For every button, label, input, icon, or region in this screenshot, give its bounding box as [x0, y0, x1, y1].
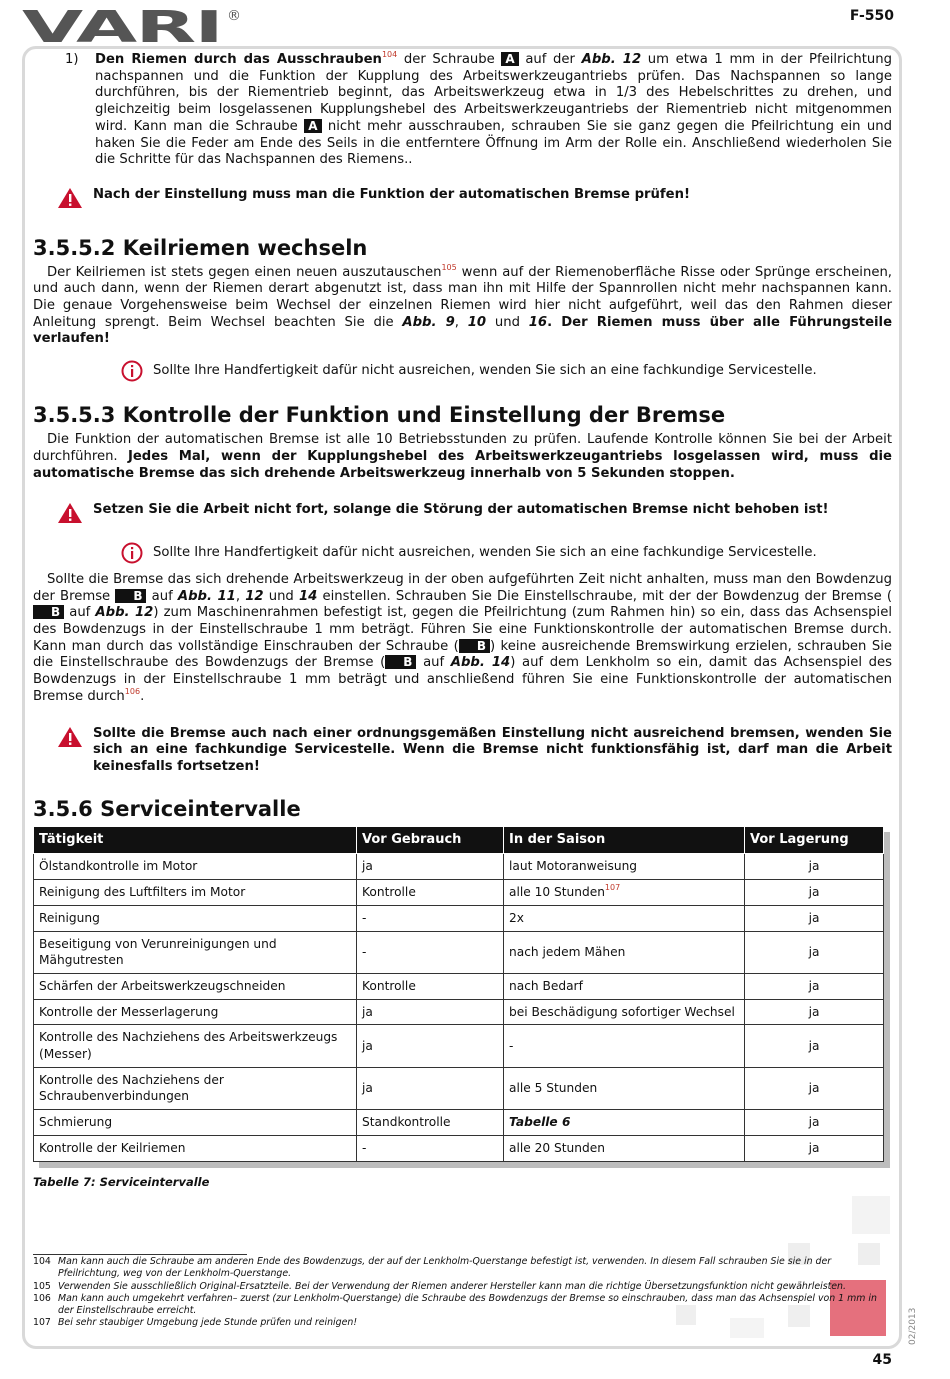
- page-number: 45: [872, 1352, 892, 1368]
- info-1: Sollte Ihre Handfertigkeit dafür nicht ausreichen, wenden Sie sich an eine fachkundige Servicestelle.: [33, 360, 892, 382]
- table-row: Kontrolle des Nachziehens des Arbeitswerkzeugs (Messer) ja - ja: [34, 1025, 884, 1067]
- table-row: Reinigung des Luftfilters im Motor Kontrolle alle 10 Stunden$^{107}$ ja: [34, 880, 884, 906]
- section-3-5-6-title: 3.5.6 Serviceintervalle: [33, 796, 301, 821]
- warning-3: Sollte die Bremse auch nach einer ordnungsgemäßen Einstellung nicht ausreichend bremsen, wenden Sie sich an eine fachkundige Servicestelle. Wenn die Bremse nicht funktionsfähig ist, darf man die Arbeit keinesfalls fortsetzen!: [33, 726, 892, 776]
- table-row: Beseitigung von Verunreinigungen und Mähgutresten - nach jedem Mähen ja: [34, 931, 884, 973]
- content: [33, 52, 892, 1190]
- table-header-row: [34, 826, 884, 854]
- warning-2: Setzen Sie die Arbeit nicht fort, solange die Störung der automatischen Bremse nicht behoben ist!: [33, 502, 892, 530]
- key-a: A: [304, 119, 321, 133]
- section-3-5-5-2-title: 3.5.5.2 Keilriemen wechseln: [33, 235, 368, 260]
- table-caption: Tabelle 7: Serviceintervalle: [33, 1174, 210, 1189]
- warning-icon: [57, 187, 83, 209]
- svg-text:VARI: VARI: [22, 6, 222, 46]
- key-b: B: [459, 639, 490, 653]
- table-row: Schärfen der Arbeitswerkzeugschneiden Kontrolle nach Bedarf ja: [34, 973, 884, 999]
- step-1: 1) Den Riemen durch das Ausschrauben$^{104}$ der Schraube A auf der Abb. 12 um etwa 1 mm in der Pfeilrichtung nachspannen und die Funktion der Kupplung des Arbeitswerkzeugantriebs prüfen. Das Nachspannen so lange durchführen, bis der Riementrieb beginnt, das Arbeitswerkzeug etwa in 1/3 des Hebelschrittes zu drehen, und gleichzeitig beim losgelassenen Kupplungshebel des Arbeitswerkzeugantriebs der Riementrieb nicht mitgenommen wird. Kann man die Schraube A nicht mehr ausschrauben, schrauben Sie sie ganz gegen die Pfeilrichtung ein und haken Sie die Feder am Ende des Seils in die entferntere Öffnung im Arm der Rolle ein. Anschließend wiederholen Sie die Schritte für das Nachspannen des Riemens..: [65, 50, 892, 168]
- info-icon: [121, 542, 143, 564]
- vari-logo: [22, 6, 242, 46]
- table-row: Ölstandkontrolle im Motor ja laut Motoranweisung ja: [34, 854, 884, 880]
- warning-icon: [57, 726, 83, 748]
- table-row: Reinigung - 2x ja: [34, 905, 884, 931]
- warning-icon: [57, 502, 83, 524]
- footnote: 105 Verwenden Sie ausschließlich Original-Ersatzteile. Bei der Verwendung der Riemen anderer Hersteller kann man die richtige Übersetzungsfunktion nicht gewährleisten.: [33, 1280, 846, 1292]
- model-label: F-550: [849, 8, 894, 24]
- section-3-5-5-2-text: Der Keilriemen ist stets gegen einen neuen auszutauschen$^{105}$ wenn auf der Riemenoberfläche Risse oder Sprünge erscheinen, und auch dann, wenn der Riemen derart abgenutzt ist, dass man ihn mit Hilfe der Spannrollen nicht mehr nachspannen kann. Die genaue Vorgehensweise beim Wechsel der einzelnen Riemen wird hier nicht aufgeführt, weil das den Rahmen dieser Anleitung sprengt. Beim Wechsel beachten Sie die Abb. 9, 10 und 16. Der Riemen muss über alle Führungsteile verlaufen!: [33, 262, 893, 347]
- key-b: B: [385, 655, 416, 669]
- table-row: Kontrolle des Nachziehens der Schraubenverbindungen ja alle 5 Stunden ja: [34, 1067, 884, 1109]
- table-row: Kontrolle der Messerlagerung ja bei Beschädigung sofortiger Wechsel ja: [34, 999, 884, 1025]
- key-b: B: [33, 605, 64, 619]
- section-3-5-5-3-text: Die Funktion der automatischen Bremse ist alle 10 Betriebsstunden zu prüfen. Laufende Kontrolle können Sie bei der Arbeit durchführen. Jedes Mal, wenn der Kupplungshebel des Arbeitswerkzeugantriebs losgelassen wird, muss die automatische Bremse das sich drehende Arbeitswerkzeug innerhalb von 5 Sekunden stoppen.: [33, 432, 892, 481]
- info-icon: [121, 360, 143, 382]
- svg-text:®: ®: [227, 8, 241, 24]
- footnote-separator: [33, 1254, 247, 1255]
- footnote: 107 Bei sehr staubiger Umgebung jede Stunde prüfen und reinigen!: [33, 1317, 358, 1329]
- decor-square: [852, 1196, 890, 1234]
- warning-1: Nach der Einstellung muss man die Funktion der automatischen Bremse prüfen!: [33, 187, 892, 215]
- col-header: Vor Gebrauch: [357, 826, 504, 854]
- info-2: Sollte Ihre Handfertigkeit dafür nicht ausreichen, wenden Sie sich an eine fachkundige Servicestelle.: [33, 542, 892, 564]
- table-row: Schmierung Standkontrolle Tabelle 6 ja: [34, 1110, 884, 1136]
- footnotes: [33, 1256, 878, 1330]
- key-b: B: [115, 589, 146, 603]
- service-intervals-table: [33, 826, 884, 1162]
- col-header: Tätigkeit: [34, 826, 357, 854]
- footnote: 104 Man kann auch die Schraube am anderen Ende des Bowdenzugs, der auf der Lenkholm-Querstange befestigt ist, verwenden. In diesem Fall schrauben Sie sie in der Pfeilrichtung, weg von der Lenkholm-Querstange.: [33, 1256, 832, 1280]
- col-header: Vor Lagerung: [745, 826, 884, 854]
- key-a: A: [501, 52, 518, 66]
- print-date: 02/2013: [908, 1307, 918, 1345]
- footnote: 106 Man kann auch umgekehrt verfahren– zuerst (zur Lenkholm-Querstange) die Schraube des Bowdenzugs der Bremse so einschrauben, dass man das Achsenspiel von 1 mm in der Einstellschraube erreicht.: [33, 1292, 877, 1317]
- brake-adjust-text: Sollte die Bremse das sich drehende Arbeitswerkzeug in der oben aufgeführten Zeit nicht anhalten, muss man den Bowdenzug der Bremse B auf Abb. 11, 12 und 14 einstellen. Schrauben Sie Die Einstellschraube, mit der der Bowdenzug der Bremse (B auf Abb. 12) zum Maschinenrahmen befestigt ist, gegen die Pfeilrichtung (zum Rahmen hin) so ein, dass das Achsenspiel des Bowdenzugs in der Einstellschraube 1 mm beträgt. Führen Sie eine Funktionskontrolle der automatischen Bremse durch. Kann man durch das vollständige Einschrauben der Schraube ( B ) keine ausreichende Bremswirkung erzielen, schrauben Sie die Einstellschraube des Bowdenzugs der Bremse ( B auf Abb. 14) auf dem Lenkholm so ein, damit das Achsenspiel des Bowdenzugs in der Einstellschraube 1 mm beträgt und anschließend führen Sie eine Funktionskontrolle der automatischen Bremse durch$^{106}$.: [33, 571, 893, 704]
- table-row: Kontrolle der Keilriemen - alle 20 Stunden ja: [34, 1135, 884, 1161]
- col-header: In der Saison: [504, 826, 745, 854]
- section-3-5-5-3-title: 3.5.5.3 Kontrolle der Funktion und Einstellung der Bremse: [33, 403, 726, 428]
